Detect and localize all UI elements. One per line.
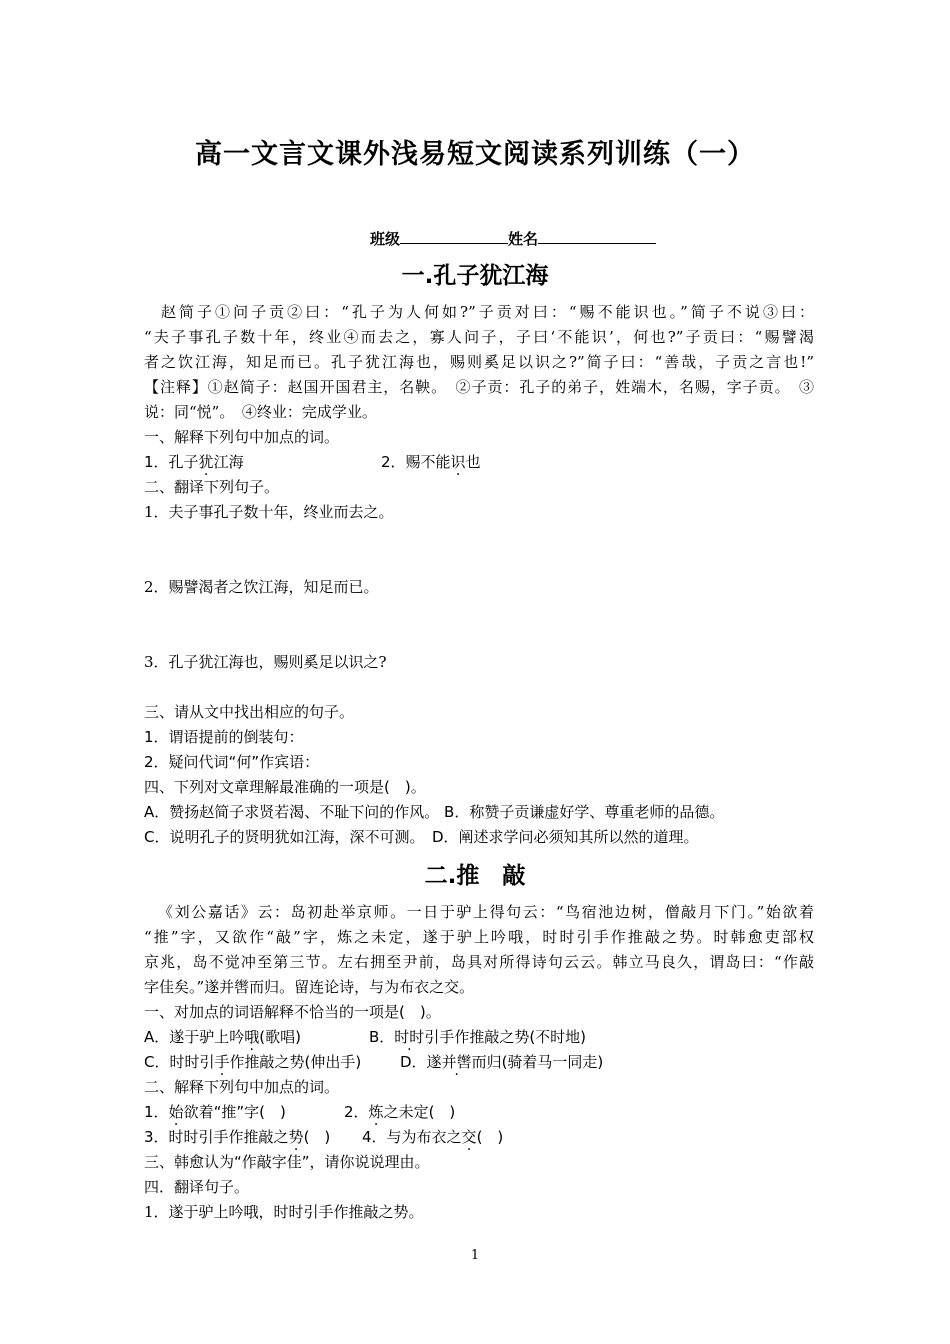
s2-question-2: 二、解释下列句中加点的词。	[144, 1078, 340, 1096]
s1-passage-line-2: “夫子事孔子数十年，终业④而去之，寡人问子，子曰‘不能识’，何也?”子贡曰：“赐譬渴	[144, 328, 814, 346]
s1-question-1-items	[144, 450, 814, 475]
s1-question-1: 一、解释下列句中加点的词。	[144, 428, 340, 446]
q1-2-text: 2．赐不能	[381, 453, 451, 471]
s1-question-3-1: 1．谓语提前的倒装句：	[144, 728, 304, 746]
s1-question-4: 四、下列对文章理解最准确的一项是( )。	[144, 778, 426, 796]
dotted-word: 犹	[198, 453, 214, 471]
s1-question-3: 三、请从文中找出相应的句子。	[144, 703, 355, 721]
dotted-word: 势	[288, 1128, 304, 1146]
s2-question-4: 四．翻译句子。	[144, 1178, 250, 1196]
q2-2-text: 之未定( )	[383, 1103, 456, 1121]
page-number: 1	[470, 1248, 480, 1263]
q2-2-item	[344, 1100, 455, 1125]
dotted-word: 炼	[368, 1103, 384, 1121]
q2-2-label: 2．	[344, 1103, 369, 1121]
option-a-gloss: (歌唱)	[259, 1028, 301, 1046]
s1-question-4-options-ab: A．赞扬赵简子求贤若渴、不耻下问的作风。 B．称赞子贡谦虚好学、尊重老师的品德。	[144, 803, 725, 821]
option-b-text: 引手作推敲之势(不时地)	[424, 1028, 587, 1046]
dotted-word: 始	[168, 1103, 184, 1121]
s2-translate-1: 1．遂于驴上吟哦，时时引手作推敲之势。	[144, 1203, 424, 1221]
q1-1-text-end: 江海	[213, 453, 244, 471]
page-title: 高一文言文课外浅易短文阅读系列训练（一）	[195, 139, 755, 170]
option-a-text: A．遂于驴上吟	[144, 1028, 245, 1046]
dotted-word: 识	[450, 453, 466, 471]
s1-passage-line-1: 赵简子①问子贡②曰：“孔子为人何如?”子贡对曰：“赐不能识也。”简子不说③曰：	[161, 303, 814, 321]
q2-4-item	[362, 1125, 503, 1150]
dotted-word: 并辔	[441, 1053, 472, 1071]
option-b	[369, 1025, 586, 1050]
q1-2-text-end: 也	[465, 453, 481, 471]
s2-question-2-row-1	[144, 1100, 814, 1125]
q2-4-blank: ( )	[476, 1128, 504, 1146]
q2-3-text: 3．时时引手作推敲之	[144, 1128, 289, 1146]
option-d-text: 而归(骑着马一同走)	[471, 1053, 604, 1071]
s1-translate-1: 1．夫子事孔子数十年，终业而去之。	[144, 503, 394, 521]
name-label: 姓名	[508, 230, 539, 248]
s2-passage-line-1: 《刘公嘉话》云：岛初赴举京师。一日于驴上得句云：“鸟宿池边树，僧敲月下门。”始欲着	[158, 903, 814, 921]
dotted-word: 哦	[244, 1028, 260, 1046]
s2-passage-line-3: 京兆，岛不觉冲至第三节。左右拥至尹前，岛具对所得诗句云云。韩立马良久，谓岛曰：“作敲	[144, 953, 814, 971]
class-label: 班级	[370, 230, 401, 248]
dotted-word: 时时	[394, 1028, 425, 1046]
section-1-heading: 一.孔子犹江海	[401, 263, 549, 289]
s1-translate-3: 3．孔子犹江海也，赐则奚足以识之?	[144, 653, 387, 671]
option-d	[400, 1050, 603, 1075]
s1-note-line-1: 【注释】①赵简子：赵国开国君主，名鞅。 ②子贡：孔子的弟子，姓端木，名赐，字子贡。 ③	[144, 378, 814, 396]
name-blank[interactable]	[538, 229, 656, 244]
option-d-label: D．遂	[400, 1053, 442, 1071]
s1-passage-line-3: 者之饮江海，知足而已。孔子犹江海也，赐则奚足以识之?”简子曰：“善哉，子贡之言也!”	[144, 353, 814, 371]
s2-question-2-row-2	[144, 1125, 814, 1150]
class-blank[interactable]	[400, 229, 508, 244]
q1-1-text: 1．孔子	[144, 453, 199, 471]
section-2-heading: 二.推 敲	[424, 863, 526, 889]
q2-1-text: 欲着“推”字( )	[183, 1103, 286, 1121]
s2-passage-line-4: 字佳矣。”遂并辔而归。留连论诗，与为布衣之交。	[144, 978, 475, 996]
option-c-text: C．时时引	[144, 1053, 215, 1071]
q2-3-blank: ( )	[303, 1128, 331, 1146]
s2-question-1-options-cd	[144, 1050, 814, 1075]
s1-question-3-2: 2．疑问代词“何”作宾语：	[144, 753, 320, 771]
s1-question-2: 二、翻译下列句子。	[144, 478, 280, 496]
s2-question-3: 三、韩愈认为“作敲字佳”，请你说说理由。	[144, 1153, 430, 1171]
q2-1-label: 1．	[144, 1103, 169, 1121]
s2-question-1-options-ab	[144, 1025, 814, 1050]
q2-4-text: 4．与为布衣之	[362, 1128, 462, 1146]
s1-question-4-options-cd: C．说明孔子的贤明犹如江海，深不可测。 D．阐述求学问必须知其所以然的道理。	[144, 828, 699, 846]
q1-2-item	[381, 450, 481, 475]
s2-question-1: 一、对加点的词语解释不恰当的一项是( )。	[144, 1003, 441, 1021]
dotted-word: 交	[461, 1128, 477, 1146]
class-name-line	[370, 228, 656, 249]
dotted-word: 手	[214, 1053, 230, 1071]
s1-translate-2: 2．赐譬渴者之饮江海，知足而已。	[144, 578, 379, 596]
option-c-gloss: 作推敲之势(伸出手)	[229, 1053, 362, 1071]
option-b-label: B．	[369, 1028, 395, 1046]
s2-passage-line-2: “推”字，又欲作“敲”字，炼之未定，遂于驴上吟哦，时时引手作推敲之势。时韩愈吏部权	[144, 928, 814, 946]
s1-note-line-2: 说：同“悦”。 ④终业：完成学业。	[144, 403, 377, 421]
